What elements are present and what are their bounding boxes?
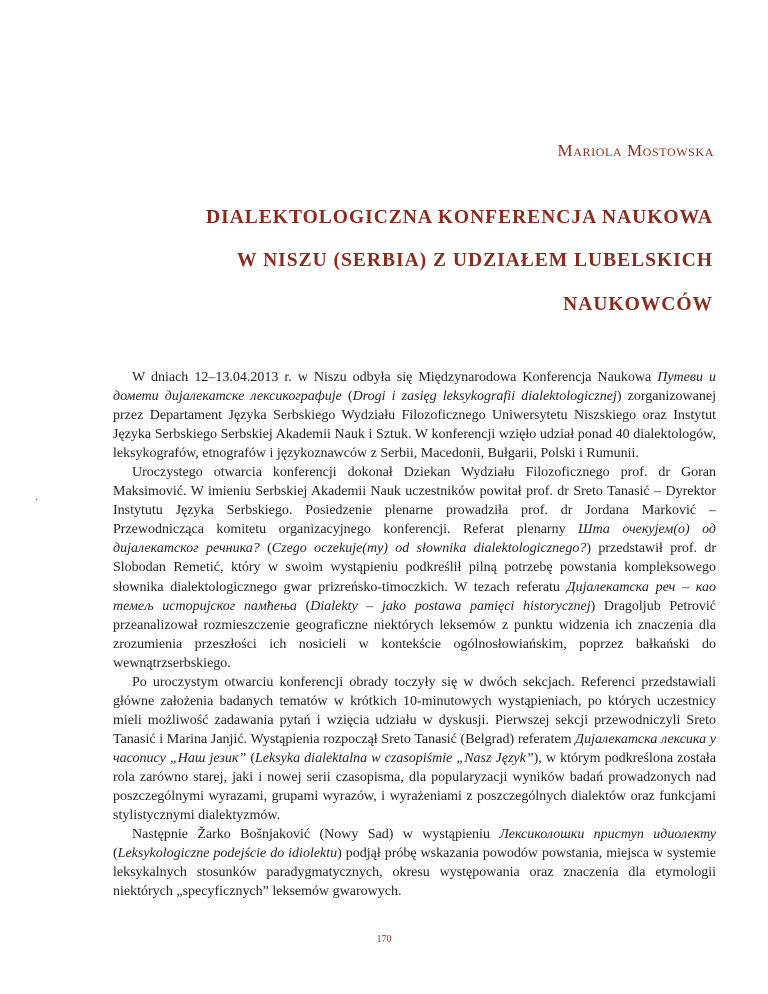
article-title-line-1: DIALEKTOLOGICZNA KONFERENCJA NAUKOWA — [206, 207, 713, 228]
paragraph-4: Następnie Žarko Bošnjaković (Nowy Sad) w wystąpieniu Лексиколошки приступ идиолекту (Leksykologiczne podejście do idiolektu) podjął próbę wskazania powodów powstania, miejsca w systemie leksykalnych stosunków paradygmatycznych, okresu występowania oraz znaczenia dla etymologii niektórych „specyficznych” leksemów gwarowych. — [113, 827, 716, 900]
paragraph-3: Po uroczystym otwarciu konferencji obrady toczyły się w dwóch sekcjach. Referenci przedstawiali główne założenia badanych tematów w krótkich 10-minutowych wystąpieniach, po których uczestnicy mieli możliwość zadawania pytań i wzięcia udziału w dyskusji. Pierwszej sekcji przewodniczyli Sreto Tanasić i Marina Janjić. Wystąpienia rozpoczął Sreto Tanasić (Belgrad) referatem Дијалекатска лексика у часопису „Наш језик” (Leksyka dialektalna w czasopiśmie „Nasz Język”), w którym podkreślona została rola zarówno starej, jaki i nowej serii czasopisma, dla popularyzacji wyników badań prowadzonych nad poszczególnymi wyrazami, grupami wyrazów, i wyrażeniami z poszczególnych dialektów oraz funkcjami stylistycznymi dialektyzmów. — [113, 674, 717, 824]
margin-mark: · — [35, 495, 39, 506]
article-body — [113, 368, 716, 901]
paragraph-2: Uroczystego otwarcia konferencji dokonał Dziekan Wydziału Filozoficznego prof. dr Goran Maksimović. W imieniu Serbskiej Akademii Nauk uczestników powitał prof. dr Sreto Tanasić – Dyrektor Instytutu Języka Serbskiego. Posiedzenie plenarne prowadziła prof. dr Jordana Marković – Przewodnicząca komitetu organizacyjnego konferencji. Referat plenarny Шта очекујем(о) од дијалекатског речника? (Czego oczekuje(my) od słownika dialektologicznego?) przedstawił prof. dr Slobodan Remetić, który w swoim wystąpieniu podkreślił pilną potrzebę powstania kompleksowego słownika dialektologicznego gwar prizreńsko-timoczkich. W tezach referatu Дијалекатска реч – као темељ историјског памћења (Dialekty – jako postawa pamięci historycznej) Dragoljub Petrović przeanalizował rozmieszczenie geograficzne niektórych leksemów z punktu widzenia ich znaczenia dla zrozumienia przeszłości ich nosicieli w kontekście ogólnosłowiańskim, poprzez bałkański do wewnątrzserbskiego. — [113, 465, 717, 671]
page-number: 170 — [376, 934, 392, 945]
author-name: Mariola Mostowska — [557, 141, 714, 160]
article-title-line-3: NAUKOWCÓW — [563, 294, 713, 315]
article-title-line-2: W NISZU (SERBIA) Z UDZIAŁEM LUBELSKICH — [237, 250, 713, 271]
paragraph-1: W dniach 12–13.04.2013 r. w Niszu odbyła się Międzynarodowa Konferencja Naukowa Путеви и домети дијалекатске лексикографије (Drogi i zasięg leksykografii dialektologicznej) zorganizowanej przez Departament Języka Serbskiego Wydziału Filozoficznego Uniwersytetu Niszskiego oraz Instytut Języka Serbskiego Serbskiej Akademii Nauk i Sztuk. W konferencji wzięło udział ponad 40 dialektologów, leksykografów, etnografów i językoznawców z Serbii, Macedonii, Bułgarii, Polski i Rumunii. — [113, 370, 716, 462]
